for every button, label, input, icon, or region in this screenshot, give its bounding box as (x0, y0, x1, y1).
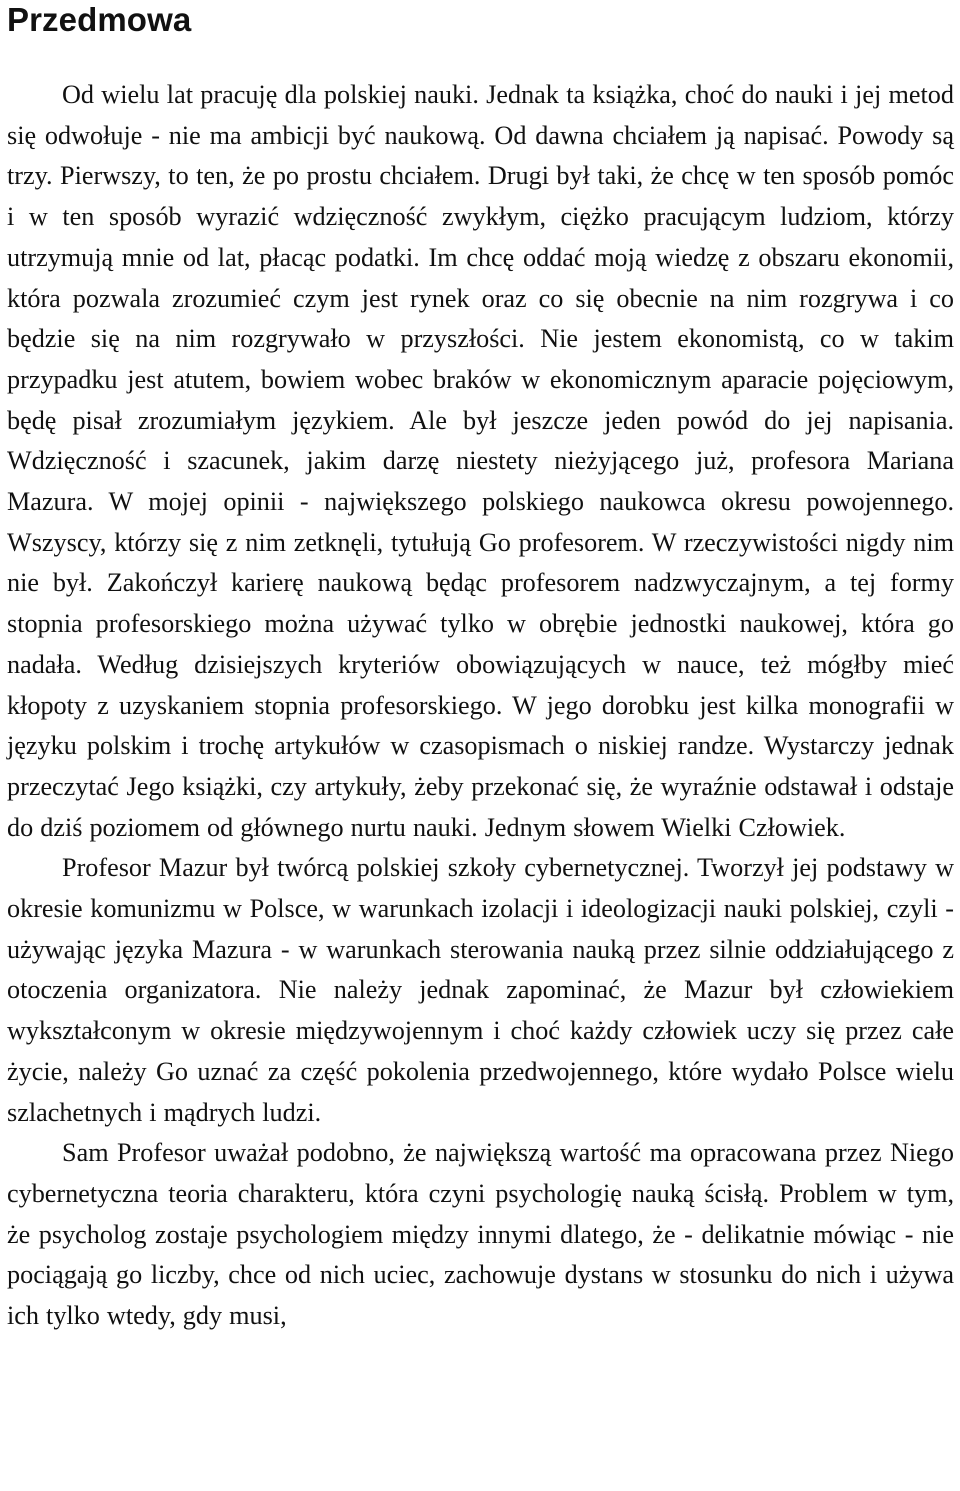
paragraph-3: Sam Profesor uważał podobno, że największą wartość ma opracowana przez Niego cybernetyczna teoria charakteru, która czyni psychologię nauką ścisłą. Problem w tym, że psycholog zostaje psychologiem między innymi dlatego, że - delikatnie mówiąc - nie pociągają go liczby, chce od nich uciec, zachowuje dystans w stosunku do nich i używa ich tylko wtedy, gdy musi, (7, 1138, 954, 1331)
paragraph-1: Od wielu lat pracuję dla polskiej nauki. Jednak ta książka, choć do nauki i jej metod się odwołuje - nie ma ambicji być naukową. Od dawna chciałem ją napisać. Powody są trzy. Pierwszy, to ten, że po prostu chciałem. Drugi był taki, że chcę w ten sposób pomóc i w ten sposób wyrazić wdzięczność zwykłym, ciężko pracującym ludziom, którzy utrzymują mnie od lat, płacąc podatki. Im chcę oddać moją wiedzę z obszaru ekonomii, która pozwala zrozumieć czym jest rynek oraz co się obecnie na nim rozgrywa i co będzie się na nim rozgrywało w przyszłości. Nie jestem ekonomistą, co w takim przypadku jest atutem, bowiem wobec braków w ekonomicznym aparacie pojęciowym, będę pisał zrozumiałym językiem. Ale był jeszcze jeden powód do jej napisania. Wdzięczność i szacunek, jakim darzę niestety nieżyjącego już, profesora Mariana Mazura. W mojej opinii - największego polskiego naukowca okresu powojennego. Wszyscy, którzy się z nim zetknęli, tytułują Go profesorem. W rzeczywistości nigdy nim nie był. Zakończył karierę naukową będąc profesorem nadzwyczajnym, a tej formy stopnia profesorskiego można używać tylko w obrębie jednostki naukowej, która go nadała. Według dzisiejszych kryteriów obowiązujących w nauce, też mógłby mieć kłopoty z uzyskaniem stopnia profesorskiego. W jego dorobku jest kilka monografii w języku polskim i trochę artykułów w czasopismach o niskiej randze. Wystarczy jednak przeczytać Jego książki, czy artykuły, żeby przekonać się, że wyraźnie odstawał i odstaje do dziś poziomem od głównego nurtu nauki. Jednym słowem Wielki Człowiek. (7, 80, 954, 842)
paragraph-2: Profesor Mazur był twórcą polskiej szkoły cybernetycznej. Tworzył jej podstawy w okresie komunizmu w Polsce, w warunkach izolacji i ideologizacji nauki polskiej, czyli - używając języka Mazura - w warunkach sterowania nauką przez silnie oddziałującego z otoczenia organizatora. Nie należy jednak zapominać, że Mazur był człowiekiem wykształconym w okresie międzywojennym i choć każdy człowiek uczy się przez całe życie, należy Go uznać za część pokolenia przedwojennego, które wydało Polsce wielu szlachetnych i mądrych ludzi. (7, 853, 954, 1127)
page-title: Przedmowa (7, 1, 192, 38)
